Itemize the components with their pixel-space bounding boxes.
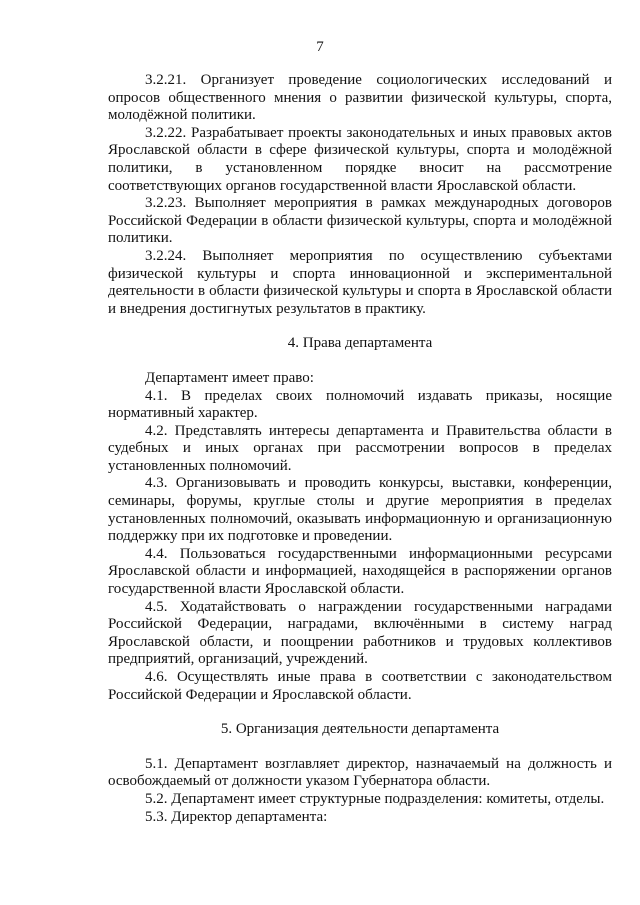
section-4-intro: Департамент имеет право: [145,369,314,386]
section-5-heading: 5. Организация деятельности департамента [220,721,500,738]
paragraph-4-1: 4.1. В пределах своих полномочий издавать приказы, носящие нормативный характер. [108,387,612,422]
paragraph-3-2-22: 3.2.22. Разрабатывает проекты законодательных и иных правовых актов Ярославской области в сфере физической культуры, спорта и молодёжной политики, в установленном порядке вносит на рассмотрение соответствующих органов государственной власти Ярославской области. [108,124,612,194]
paragraph-4-2: 4.2. Представлять интересы департамента и Правительства области в судебных и иных органах при рассмотрении вопросов в пределах установленных полномочий. [108,422,612,474]
page-number: 7 [316,39,324,55]
paragraph-4-3: 4.3. Организовывать и проводить конкурсы, выставки, конференции, семинары, форумы, круглые столы и другие мероприятия в пределах установленных полномочий, оказывать информационную и организационную поддержку при их подготовке и проведении. [108,475,612,545]
paragraph-4-5: 4.5. Ходатайствовать о награждении государственными наградами Российской Федерации, наградами, включёнными в систему наград Ярославской области, и поощрении работников и трудовых коллективов предприятий, организаций, учреждений. [108,598,612,668]
paragraph-5-3: 5.3. Директор департамента: [145,808,328,825]
paragraph-3-2-24: 3.2.24. Выполняет мероприятия по осуществлению субъектами физической культуры и спорта инновационной и экспериментальной деятельности в области физической культуры и спорта в Ярославской области и внедрения достигнутых результатов в практику. [108,247,612,317]
section-4-heading: 4. Права департамента [287,335,433,352]
paragraph-4-6: 4.6. Осуществлять иные права в соответствии с законодательством Российской Федерации и Ярославской области. [108,669,612,703]
paragraph-3-2-21: 3.2.21. Организует проведение социологических исследований и опросов общественного мнения о развитии физической культуры, спорта, молодёжной политики. [108,72,612,124]
paragraph-5-1: 5.1. Департамент возглавляет директор, назначаемый на должность и освобождаемый от должности указом Губернатора области. [108,755,612,790]
paragraph-3-2-23: 3.2.23. Выполняет мероприятия в рамках международных договоров Российской Федерации в области физической культуры, спорта и молодёжной политики. [108,195,612,247]
paragraph-5-2: 5.2. Департамент имеет структурные подразделения: комитеты, отделы. [145,790,605,807]
paragraph-4-4: 4.4. Пользоваться государственными информационными ресурсами Ярославской области и информацией, находящейся в распоряжении органов государственной власти Ярославской области. [108,545,612,598]
document-body [108,72,612,826]
